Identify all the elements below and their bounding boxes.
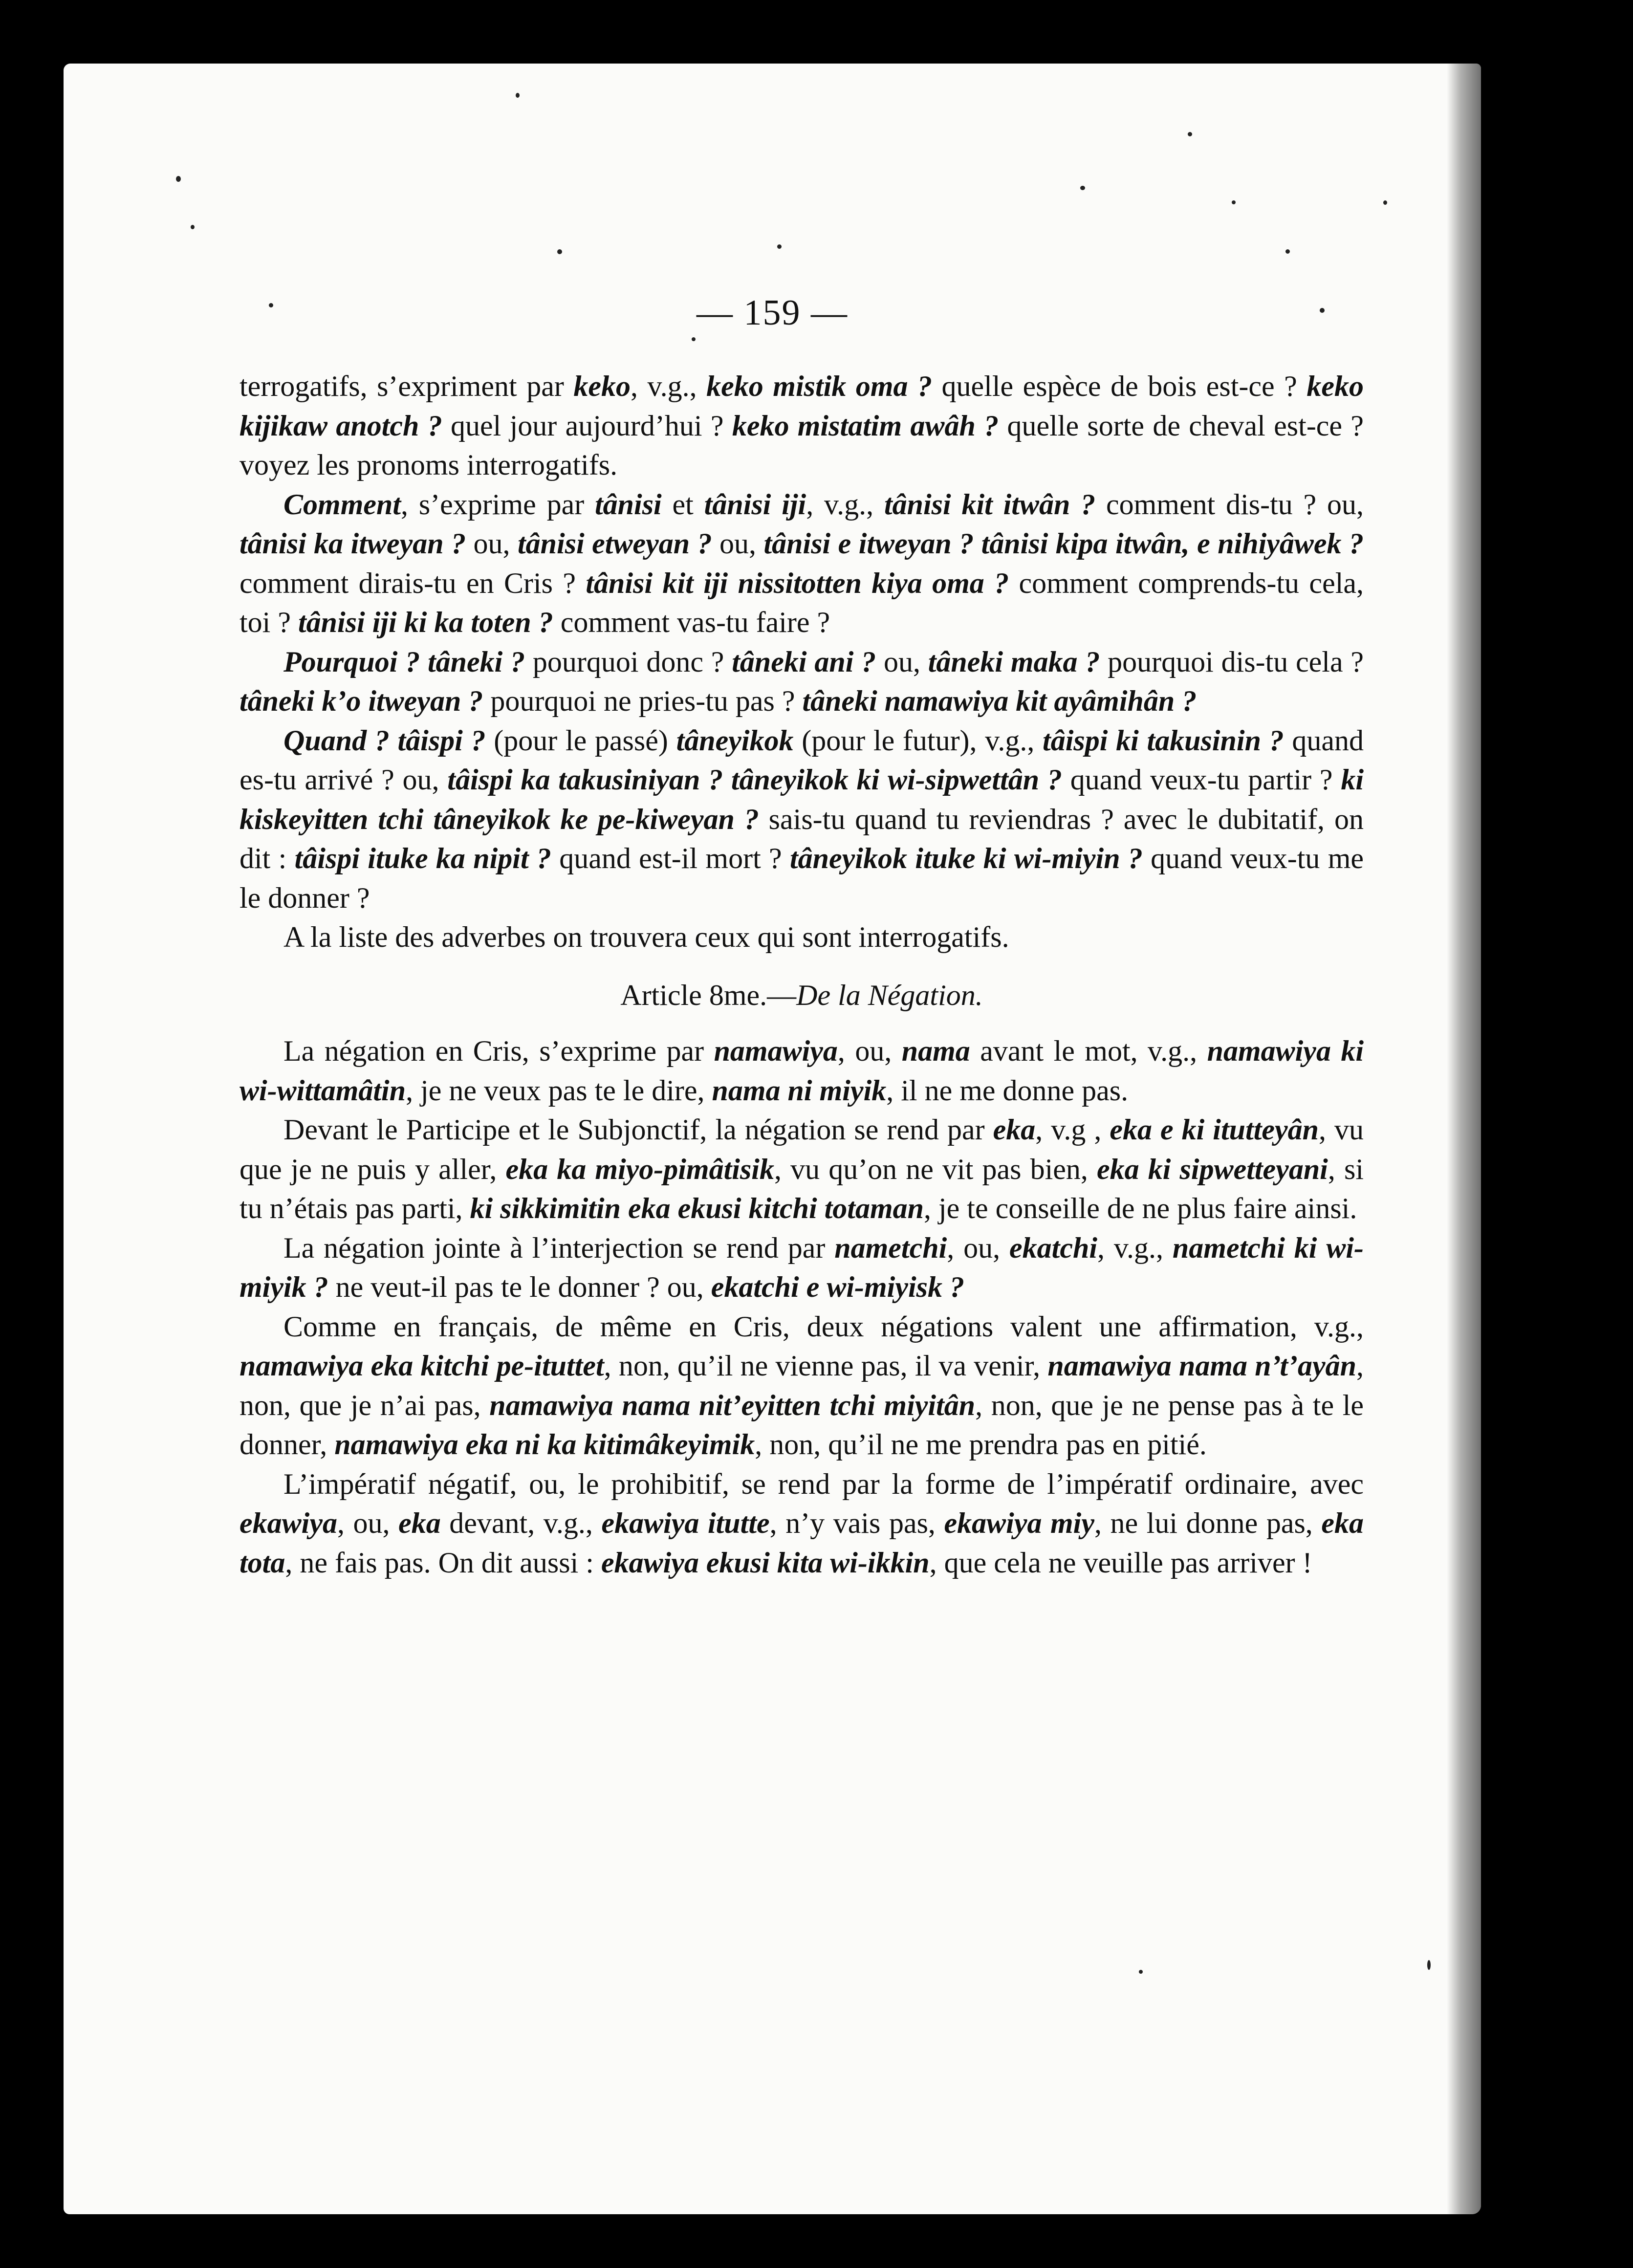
text-run: comment dirais-tu en Cris ? <box>240 567 586 599</box>
cree-term: ekawiya itutte <box>601 1507 770 1539</box>
ink-speck <box>191 225 195 229</box>
text-run: quel jour aujourd’hui ? <box>442 409 732 442</box>
cree-term: tânisi ka itweyan ? <box>240 527 466 560</box>
text-run: , v.g , <box>1035 1113 1110 1146</box>
cree-term: namawiya <box>714 1035 838 1067</box>
ink-speck <box>516 93 520 98</box>
cree-term: ekawiya miy <box>944 1507 1094 1539</box>
text-run: quelle sorte de cheval est-ce ? voyez les pronoms interrogatifs. <box>240 409 1364 481</box>
text-run: quand es-tu arrivé ? ou, <box>240 724 1364 796</box>
text-run: (pour le futur), v.g., <box>793 724 1043 757</box>
text-run: quand est-il mort ? <box>551 842 790 874</box>
paragraph-interjection <box>240 1228 1364 1307</box>
cree-term: eka ka miyo-pimâtisik <box>505 1153 774 1185</box>
text-run: comment comprends-tu cela, toi ? <box>240 567 1364 638</box>
text-run: terrogatifs, s’expriment par <box>240 370 574 402</box>
text-run: , v.g., <box>1097 1231 1173 1264</box>
page-number: — 159 — <box>697 293 848 333</box>
text-run: , v.g., <box>806 488 884 521</box>
cree-term: tâispi ka takusiniyan ? tâneyikok ki wi-sipwettân ? <box>447 763 1062 796</box>
cree-term: keko mistatim awâh ? <box>732 409 999 442</box>
text-run: , non, que je n’ai pas, <box>240 1350 1364 1421</box>
text-run: pourquoi dis-tu cela ? <box>1100 645 1364 678</box>
paragraph-quand <box>240 721 1364 918</box>
ink-speck <box>176 176 181 182</box>
text-run: La négation jointe à l’interjection se rend par <box>283 1231 835 1264</box>
paragraph-participe <box>240 1110 1364 1228</box>
text-run: , n’y vais pas, <box>769 1507 944 1539</box>
cree-term: ekatchi <box>1009 1231 1098 1264</box>
text-run: , s’exprime par <box>401 488 595 521</box>
text-run: , je te conseille de ne plus faire ainsi. <box>924 1192 1357 1224</box>
text-run: pourquoi ne pries-tu pas ? <box>483 685 803 717</box>
cree-term: namawiya eka kitchi pe-ituttet <box>240 1350 604 1382</box>
ink-speck <box>1232 200 1236 204</box>
cree-term: eka tota <box>240 1507 1364 1579</box>
cree-term: Pourquoi ? tâneki ? <box>283 645 525 678</box>
cree-term: tânisi kit iji nissitotten kiya oma ? <box>586 567 1009 599</box>
text-run: , ne fais pas. On dit aussi : <box>285 1546 601 1579</box>
text-run: pourquoi donc ? <box>525 645 732 678</box>
paragraph-interrogatifs-continued <box>240 367 1364 485</box>
cree-term: keko kijikaw anotch ? <box>240 370 1364 442</box>
text-run: ne veut-il pas te le donner ? ou, <box>328 1271 711 1303</box>
text-run: quand veux-tu me le donner ? <box>240 842 1364 914</box>
body-text <box>240 367 1364 1582</box>
section-heading <box>240 976 1364 1015</box>
text-run: , si tu n’étais pas parti, <box>240 1153 1364 1224</box>
cree-term: tâispi ituke ka nipit ? <box>294 842 551 874</box>
text-run: quelle espèce de bois est-ce ? <box>932 370 1307 402</box>
cree-term: tânisi e itweyan ? tânisi kipa itwân, e nihiyâwek ? <box>763 527 1364 560</box>
text-run: ou, <box>712 527 764 560</box>
cree-term: ekawiya ekusi kita wi-ikkin <box>601 1546 930 1579</box>
text-run: ou, <box>876 645 928 678</box>
book-page <box>64 64 1481 2214</box>
text-run: , ou, <box>947 1231 1010 1264</box>
text-run: , il ne me donne pas. <box>886 1074 1129 1107</box>
cree-term: tânisi kit itwân ? <box>884 488 1096 521</box>
cree-term: eka e ki itutteyân <box>1110 1113 1319 1146</box>
text-run: , ou, <box>337 1507 399 1539</box>
text-run: Comme en français, de même en Cris, deux négations valent une affirmation, v.g., <box>283 1310 1364 1343</box>
cree-term: ekatchi e wi-miyisk ? <box>711 1271 964 1303</box>
ink-speck <box>692 337 696 341</box>
text-run: et <box>661 488 704 521</box>
paragraph-double-negation <box>240 1307 1364 1464</box>
ink-speck <box>557 249 562 254</box>
ink-speck <box>1188 132 1192 136</box>
heading-prefix: Article 8me.— <box>620 979 797 1011</box>
text-run: , je ne veux pas te le dire, <box>406 1074 712 1107</box>
text-run: quand veux-tu partir ? <box>1062 763 1341 796</box>
cree-term: nama ni miyik <box>712 1074 887 1107</box>
text-run: , vu que je ne puis y aller, <box>240 1113 1364 1185</box>
text-run: (pour le passé) <box>485 724 676 757</box>
cree-term: eka <box>993 1113 1036 1146</box>
text-run: sais-tu quand tu reviendras ? avec le dubitatif, on dit : <box>240 803 1364 874</box>
cree-term: tâneki maka ? <box>928 645 1100 678</box>
paragraph-comment <box>240 485 1364 642</box>
text-run: , non, que je ne pense pas à te le donner, <box>240 1389 1364 1461</box>
text-run: , vu qu’on ne vit pas bien, <box>774 1153 1097 1185</box>
paragraph-pourquoi <box>240 642 1364 721</box>
cree-term: tâneki namawiya kit ayâmihân ? <box>802 685 1197 717</box>
text-run: , ou, <box>837 1035 902 1067</box>
cree-term: namawiya ki wi-wittamâtin <box>240 1035 1364 1107</box>
cree-term: eka ki sipwetteyani <box>1097 1153 1328 1185</box>
ink-speck <box>1383 200 1387 205</box>
text-run: comment vas-tu faire ? <box>553 606 830 638</box>
text-run: , non, qu’il ne vienne pas, il va venir, <box>604 1350 1048 1382</box>
text-run: L’impératif négatif, ou, le prohibitif, se rend par la forme de l’impératif ordinaire, avec <box>283 1467 1364 1500</box>
cree-term: ki sikkimitin eka ekusi kitchi totaman <box>470 1192 924 1224</box>
text-run: Devant le Participe et le Subjonctif, la négation se rend par <box>283 1113 993 1146</box>
cree-term: nametchi <box>834 1231 947 1264</box>
paragraph-negation <box>240 1031 1364 1110</box>
cree-term: nama <box>901 1035 970 1067</box>
cree-term: nametchi ki wi-miyik ? <box>240 1231 1364 1303</box>
cree-term: tâneki k’o itweyan ? <box>240 685 483 717</box>
text-run: ou, <box>466 527 518 560</box>
cree-term: tânisi <box>595 488 662 521</box>
ink-speck <box>1080 186 1085 190</box>
heading-title: De la Négation. <box>796 979 983 1011</box>
cree-term: keko <box>573 370 631 402</box>
paragraph-adverbes: A la liste des adverbes on trouvera ceux qui sont interrogatifs. <box>283 921 1009 953</box>
text-run: devant, v.g., <box>440 1507 602 1539</box>
ink-speck <box>1285 249 1290 254</box>
paragraph-imperatif <box>240 1464 1364 1583</box>
cree-term: tâneyikok <box>676 724 794 757</box>
cree-term: namawiya nama nit’eyitten tchi miyitân <box>489 1389 976 1421</box>
text-run: La négation en Cris, s’exprime par <box>283 1035 714 1067</box>
cree-term: tânisi iji <box>704 488 806 521</box>
cree-term: keko mistik oma ? <box>706 370 933 402</box>
text-run: , v.g., <box>630 370 707 402</box>
text-run: , non, qu’il ne me prendra pas en pitié. <box>755 1428 1207 1461</box>
cree-term: Comment <box>283 488 401 521</box>
text-run: comment dis-tu ? ou, <box>1095 488 1364 521</box>
ink-speck <box>777 244 782 249</box>
cree-term: namawiya eka ni ka kitimâkeyimik <box>334 1428 755 1461</box>
cree-term: tânisi etweyan ? <box>517 527 712 560</box>
text-run: avant le mot, v.g., <box>970 1035 1207 1067</box>
ink-speck <box>1139 1970 1143 1974</box>
cree-term: tâneyikok ituke ki wi-miyin ? <box>790 842 1143 874</box>
cree-term: ekawiya <box>240 1507 337 1539</box>
cree-term: ki kiskeyitten tchi tâneyikok ke pe-kiweyan ? <box>240 763 1364 835</box>
ink-speck <box>1427 1960 1431 1970</box>
text-run: , ne lui donne pas, <box>1094 1507 1322 1539</box>
cree-term: tâispi ki takusinin ? <box>1043 724 1284 757</box>
cree-term: tânisi iji ki ka toten ? <box>298 606 553 638</box>
cree-term: eka <box>398 1507 441 1539</box>
cree-term: Quand ? tâispi ? <box>283 724 486 757</box>
text-run: , que cela ne veuille pas arriver ! <box>929 1546 1312 1579</box>
cree-term: namawiya nama n’t’ayân <box>1047 1350 1356 1382</box>
page-edge-shadow <box>1447 64 1481 2214</box>
cree-term: tâneki ani ? <box>732 645 876 678</box>
